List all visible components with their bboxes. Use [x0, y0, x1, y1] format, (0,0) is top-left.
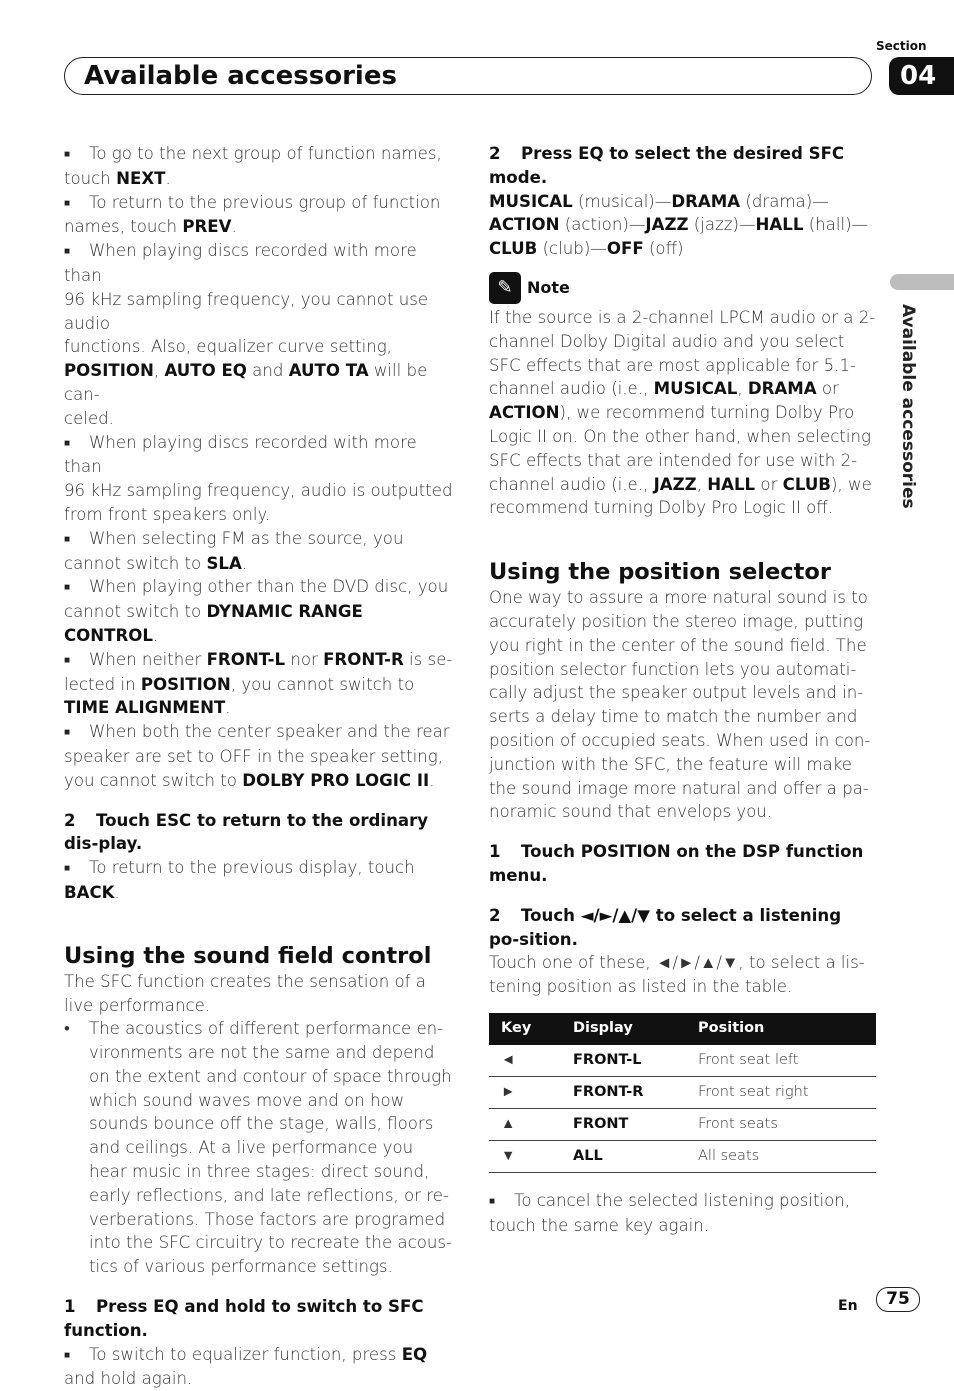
key-left-icon: ◄ — [489, 1045, 573, 1077]
bullet-dolby: ■ When both the center speaker and the rear speaker are set to OFF in the speaker setting, you cannot switch to DOLBY PRO LOGIC II. — [64, 722, 450, 790]
table-row — [489, 1108, 876, 1140]
table-cell-display: FRONT-R — [573, 1076, 698, 1108]
step-press-eq-hold: 1 Press EQ and hold to switch to SFC function. — [64, 1297, 424, 1340]
bullet-back: ■ To return to the previous display, touch BACK. — [64, 858, 415, 902]
language-label: En — [838, 1298, 858, 1314]
bullet-eq: ■ To switch to equalizer function, press EQ and hold again. — [64, 1344, 428, 1389]
table-cell-display: FRONT — [573, 1108, 698, 1140]
sfc-intro: The SFC function creates the sensation of a live performance. — [64, 971, 426, 1015]
bullet-96khz-front: ■ When playing discs recorded with more than 96 kHz sampling frequency, audio is outputted from front speakers only. — [64, 432, 453, 524]
section-label: Section — [876, 39, 927, 53]
table-cell-position: Front seats — [698, 1108, 876, 1140]
bullet-square-icon: ■ — [64, 149, 71, 160]
note-label: Note — [527, 278, 570, 298]
arrows-desc: Touch one of these, ◄/►/▲/▼, to select a lis-tening position as listed in the table. — [489, 953, 865, 997]
bullet-square-icon: ■ — [64, 437, 71, 449]
right-column — [489, 142, 876, 1238]
page-number: 75 — [876, 1287, 920, 1312]
bullet-dot-icon: • — [64, 1019, 70, 1039]
table-header-display: Display — [573, 1013, 698, 1045]
pencil-icon: ✎ — [489, 272, 521, 304]
key-right-icon: ► — [489, 1076, 573, 1108]
bullet-square-icon: ■ — [64, 533, 71, 545]
side-label: Available accessories — [898, 304, 918, 509]
table-cell-position: All seats — [698, 1140, 876, 1172]
bullet-square-icon: ■ — [64, 1349, 71, 1361]
table-cell-display: FRONT-L — [573, 1045, 698, 1077]
position-heading: Using the position selector — [489, 559, 831, 586]
step-touch-esc: 2 Touch ESC to return to the ordinary dis-play. — [64, 810, 429, 854]
bullet-fm: ■ When selecting FM as the source, you cannot switch to SLA. — [64, 528, 404, 573]
bullet-square-icon: ■ — [64, 654, 71, 666]
step-touch-arrows: 2 Touch ◄/►/▲/▼ to select a listening po-sition. — [489, 905, 842, 949]
table-header-position: Position — [698, 1013, 876, 1045]
section-number: 04 — [889, 57, 954, 95]
position-table — [489, 1013, 876, 1173]
bullet-front: ■ When neither FRONT-L nor FRONT-R is se- lected in POSITION, you cannot switch to TIME ALIGNMENT. — [64, 649, 453, 718]
table-cell-display: ALL — [573, 1140, 698, 1172]
table-header-row — [489, 1013, 876, 1045]
key-down-icon: ▼ — [489, 1140, 573, 1172]
step-touch-position: 1 Touch POSITION on the DSP function menu. — [489, 842, 864, 885]
bullet-prev: ■ To return to the previous group of function names, touch PREV. — [64, 192, 441, 237]
note-header — [489, 272, 876, 304]
bullet-next: ■ To go to the next group of function names, touch NEXT. — [64, 144, 442, 188]
bullet-square-icon: ■ — [64, 863, 71, 875]
table-row — [489, 1045, 876, 1077]
sfc-heading: Using the sound field control — [64, 942, 432, 969]
step-press-eq-select: 2 Press EQ to select the desired SFC mode. — [489, 144, 845, 187]
note-text: If the source is a 2-channel LPCM audio or a 2-channel Dolby Digital audio and you select SFC effects that are most applicable for 5.1-channel audio (i.e., MUSICAL, DRAMA or ACTION), we recommend turning Dolby Pro Logic II on. On the other hand, when selecting SFC effects that are intended for use with 2-channel audio (i.e., JAZZ, HALL or CLUB), we recommend turning Dolby Pro Logic II off. — [489, 307, 876, 518]
table-cell-position: Front seat right — [698, 1076, 876, 1108]
table-row — [489, 1076, 876, 1108]
bullet-dvd: ■ When playing other than the DVD disc, you cannot switch to DYNAMIC RANGE CONTROL. — [64, 577, 449, 645]
bullet-square-icon: ■ — [64, 197, 71, 209]
bullet-square-icon: ■ — [64, 246, 71, 258]
left-column — [64, 142, 456, 1391]
position-intro: One way to assure a more natural sound is to accurately position the stereo image, putting you right in the center of the sound field. The position selector function lets you automati-cally adjust the speaker output levels and in-serts a delay time to match the number and position of occupied seats. When used in con-junction with the SFC, the feature will make the sound image more natural and offer a pa-noramic sound that envelops you. — [489, 588, 871, 822]
side-tab — [890, 274, 954, 290]
sfc-modes: MUSICAL (musical)—DRAMA (drama)—ACTION (action)—JAZZ (jazz)—HALL (hall)—CLUB (club)—OFF (off) — [489, 191, 869, 259]
bullet-square-icon: ■ — [64, 727, 71, 739]
sfc-list-item: • The acoustics of different performance en-vironments are not the same and depend on the extent and contour of space through which sound waves move and on how sounds bounce off the stage, walls, floors and ceilings. At a live performance you hear music in three stages: direct sound, early reflections, and late reflections, or re-verberations. Those factors are programed into the SFC circuitry to recreate the acous-tics of various performance settings. — [64, 1019, 453, 1277]
bullet-96khz-audio: ■ When playing discs recorded with more than 96 kHz sampling frequency, you cannot use audio functions. Also, equalizer curve setting, POSITION, AUTO EQ and AUTO TA will be can- celed. — [64, 241, 429, 428]
table-header-key: Key — [489, 1013, 573, 1045]
page-title: Available accessories — [84, 61, 397, 91]
bullet-cancel: ■ To cancel the selected listening position, touch the same key again. — [489, 1190, 851, 1235]
table-row — [489, 1140, 876, 1172]
bullet-square-icon: ■ — [489, 1195, 496, 1207]
key-up-icon: ▲ — [489, 1108, 573, 1140]
bullet-square-icon: ■ — [64, 582, 71, 594]
table-cell-position: Front seat left — [698, 1045, 876, 1077]
